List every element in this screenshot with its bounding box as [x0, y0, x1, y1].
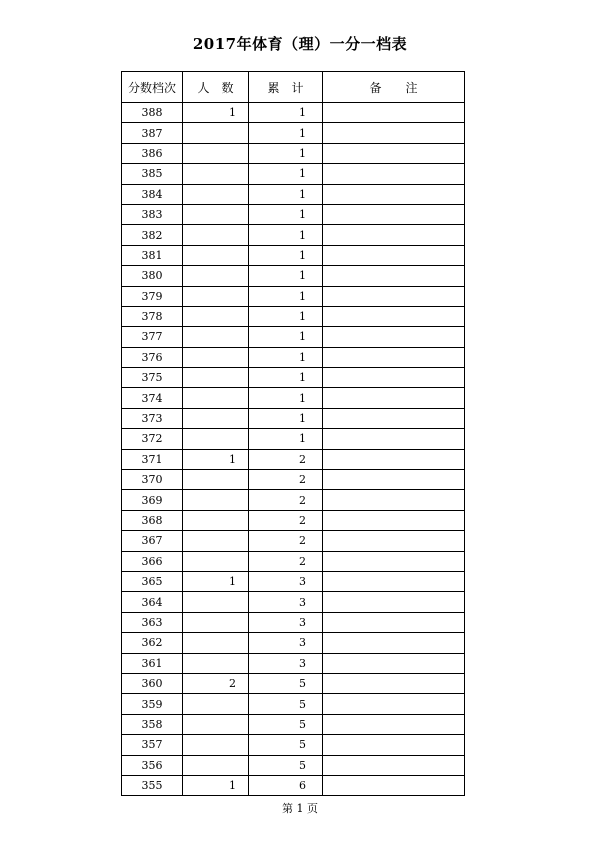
- remarks-cell: [323, 347, 465, 367]
- score-cell: 368: [122, 510, 183, 530]
- remarks-cell: [323, 714, 465, 734]
- count-cell: [183, 510, 249, 530]
- count-cell: [183, 429, 249, 449]
- table-row: [122, 286, 465, 306]
- score-cell: 361: [122, 653, 183, 673]
- remarks-cell: [323, 123, 465, 143]
- page-title: 2017年体育（理）一分一档表: [192, 35, 408, 53]
- table-row: [122, 735, 465, 755]
- score-cell: 384: [122, 184, 183, 204]
- remarks-cell: [323, 490, 465, 510]
- count-cell: [183, 755, 249, 775]
- header-count: 人 数: [183, 72, 249, 103]
- table-row: [122, 388, 465, 408]
- count-cell: [183, 551, 249, 571]
- count-cell: [183, 347, 249, 367]
- table-row: [122, 327, 465, 347]
- header-cumulative: 累 计: [249, 72, 323, 103]
- table-row: [122, 612, 465, 632]
- remarks-cell: [323, 408, 465, 428]
- table-row: [122, 714, 465, 734]
- remarks-cell: [323, 388, 465, 408]
- remarks-cell: [323, 592, 465, 612]
- count-cell: [183, 470, 249, 490]
- table-row: [122, 551, 465, 571]
- count-cell: [183, 633, 249, 653]
- cumulative-cell: 3: [249, 571, 323, 591]
- count-cell: [183, 143, 249, 163]
- remarks-cell: [323, 633, 465, 653]
- remarks-cell: [323, 612, 465, 632]
- count-cell: [183, 735, 249, 755]
- table-body: [122, 103, 465, 796]
- table-row: [122, 225, 465, 245]
- table-row: [122, 204, 465, 224]
- header-remarks: 备 注: [323, 72, 465, 103]
- score-cell: 375: [122, 368, 183, 388]
- score-cell: 356: [122, 755, 183, 775]
- remarks-cell: [323, 306, 465, 326]
- count-cell: [183, 123, 249, 143]
- score-cell: 364: [122, 592, 183, 612]
- cumulative-cell: 5: [249, 714, 323, 734]
- score-cell: 357: [122, 735, 183, 755]
- table-row: [122, 266, 465, 286]
- score-cell: 358: [122, 714, 183, 734]
- remarks-cell: [323, 673, 465, 693]
- cumulative-cell: 2: [249, 510, 323, 530]
- count-cell: 1: [183, 775, 249, 795]
- cumulative-cell: 5: [249, 755, 323, 775]
- cumulative-cell: 1: [249, 368, 323, 388]
- count-cell: [183, 266, 249, 286]
- table-row: [122, 306, 465, 326]
- cumulative-cell: 2: [249, 490, 323, 510]
- count-cell: [183, 694, 249, 714]
- remarks-cell: [323, 245, 465, 265]
- score-cell: 372: [122, 429, 183, 449]
- table-row: [122, 408, 465, 428]
- cumulative-cell: 1: [249, 408, 323, 428]
- remarks-cell: [323, 327, 465, 347]
- cumulative-cell: 1: [249, 388, 323, 408]
- remarks-cell: [323, 164, 465, 184]
- cumulative-cell: 1: [249, 347, 323, 367]
- score-cell: 376: [122, 347, 183, 367]
- count-cell: [183, 531, 249, 551]
- cumulative-cell: 1: [249, 225, 323, 245]
- cumulative-cell: 1: [249, 327, 323, 347]
- score-cell: 360: [122, 673, 183, 693]
- score-cell: 381: [122, 245, 183, 265]
- header-score: 分数档次: [122, 72, 183, 103]
- remarks-cell: [323, 694, 465, 714]
- score-cell: 387: [122, 123, 183, 143]
- cumulative-cell: 2: [249, 470, 323, 490]
- remarks-cell: [323, 531, 465, 551]
- score-cell: 369: [122, 490, 183, 510]
- score-cell: 355: [122, 775, 183, 795]
- remarks-cell: [323, 429, 465, 449]
- remarks-cell: [323, 551, 465, 571]
- cumulative-cell: 1: [249, 245, 323, 265]
- score-cell: 388: [122, 103, 183, 123]
- table-row: [122, 368, 465, 388]
- count-cell: 1: [183, 103, 249, 123]
- cumulative-cell: 5: [249, 735, 323, 755]
- score-cell: 380: [122, 266, 183, 286]
- cumulative-cell: 3: [249, 653, 323, 673]
- table-row: [122, 245, 465, 265]
- count-cell: [183, 592, 249, 612]
- count-cell: [183, 612, 249, 632]
- score-cell: 386: [122, 143, 183, 163]
- count-cell: [183, 408, 249, 428]
- remarks-cell: [323, 735, 465, 755]
- count-cell: [183, 225, 249, 245]
- score-cell: 366: [122, 551, 183, 571]
- table-row: [122, 429, 465, 449]
- count-cell: 1: [183, 449, 249, 469]
- remarks-cell: [323, 755, 465, 775]
- table-row: [122, 653, 465, 673]
- count-cell: [183, 245, 249, 265]
- score-cell: 371: [122, 449, 183, 469]
- table-row: [122, 184, 465, 204]
- table-row: [122, 755, 465, 775]
- count-cell: 1: [183, 571, 249, 591]
- score-cell: 382: [122, 225, 183, 245]
- table-row: [122, 470, 465, 490]
- table-row: [122, 449, 465, 469]
- cumulative-cell: 2: [249, 531, 323, 551]
- cumulative-cell: 1: [249, 164, 323, 184]
- score-cell: 378: [122, 306, 183, 326]
- table-row: [122, 347, 465, 367]
- table-row: [122, 143, 465, 163]
- cumulative-cell: 1: [249, 204, 323, 224]
- remarks-cell: [323, 510, 465, 530]
- table-row: [122, 633, 465, 653]
- table-row: [122, 123, 465, 143]
- remarks-cell: [323, 368, 465, 388]
- score-cell: 377: [122, 327, 183, 347]
- score-cell: 383: [122, 204, 183, 224]
- cumulative-cell: 3: [249, 633, 323, 653]
- cumulative-cell: 3: [249, 592, 323, 612]
- score-cell: 373: [122, 408, 183, 428]
- remarks-cell: [323, 204, 465, 224]
- remarks-cell: [323, 266, 465, 286]
- table-row: [122, 592, 465, 612]
- table-row: [122, 571, 465, 591]
- page-number: 第 1 页: [282, 802, 318, 815]
- score-cell: 365: [122, 571, 183, 591]
- table-row: [122, 673, 465, 693]
- remarks-cell: [323, 775, 465, 795]
- remarks-cell: [323, 571, 465, 591]
- count-cell: [183, 388, 249, 408]
- score-cell: 363: [122, 612, 183, 632]
- score-cell: 374: [122, 388, 183, 408]
- table-row: [122, 694, 465, 714]
- table-row: [122, 103, 465, 123]
- score-cell: 370: [122, 470, 183, 490]
- remarks-cell: [323, 653, 465, 673]
- count-cell: [183, 286, 249, 306]
- table-row: [122, 164, 465, 184]
- remarks-cell: [323, 184, 465, 204]
- cumulative-cell: 1: [249, 429, 323, 449]
- count-cell: [183, 184, 249, 204]
- count-cell: [183, 164, 249, 184]
- count-cell: [183, 368, 249, 388]
- cumulative-cell: 5: [249, 694, 323, 714]
- cumulative-cell: 2: [249, 551, 323, 571]
- remarks-cell: [323, 143, 465, 163]
- score-cell: 362: [122, 633, 183, 653]
- score-cell: 367: [122, 531, 183, 551]
- cumulative-cell: 1: [249, 103, 323, 123]
- count-cell: [183, 204, 249, 224]
- count-cell: 2: [183, 673, 249, 693]
- count-cell: [183, 714, 249, 734]
- count-cell: [183, 490, 249, 510]
- cumulative-cell: 3: [249, 612, 323, 632]
- table-header-row: [122, 72, 465, 103]
- remarks-cell: [323, 470, 465, 490]
- count-cell: [183, 327, 249, 347]
- score-cell: 359: [122, 694, 183, 714]
- cumulative-cell: 1: [249, 306, 323, 326]
- table-row: [122, 490, 465, 510]
- remarks-cell: [323, 225, 465, 245]
- cumulative-cell: 1: [249, 266, 323, 286]
- table-row: [122, 510, 465, 530]
- remarks-cell: [323, 286, 465, 306]
- cumulative-cell: 1: [249, 123, 323, 143]
- score-distribution-table: [121, 71, 465, 796]
- remarks-cell: [323, 103, 465, 123]
- cumulative-cell: 6: [249, 775, 323, 795]
- cumulative-cell: 2: [249, 449, 323, 469]
- cumulative-cell: 5: [249, 673, 323, 693]
- cumulative-cell: 1: [249, 184, 323, 204]
- count-cell: [183, 306, 249, 326]
- cumulative-cell: 1: [249, 143, 323, 163]
- cumulative-cell: 1: [249, 286, 323, 306]
- table-row: [122, 775, 465, 795]
- table-row: [122, 531, 465, 551]
- score-cell: 385: [122, 164, 183, 184]
- count-cell: [183, 653, 249, 673]
- remarks-cell: [323, 449, 465, 469]
- score-cell: 379: [122, 286, 183, 306]
